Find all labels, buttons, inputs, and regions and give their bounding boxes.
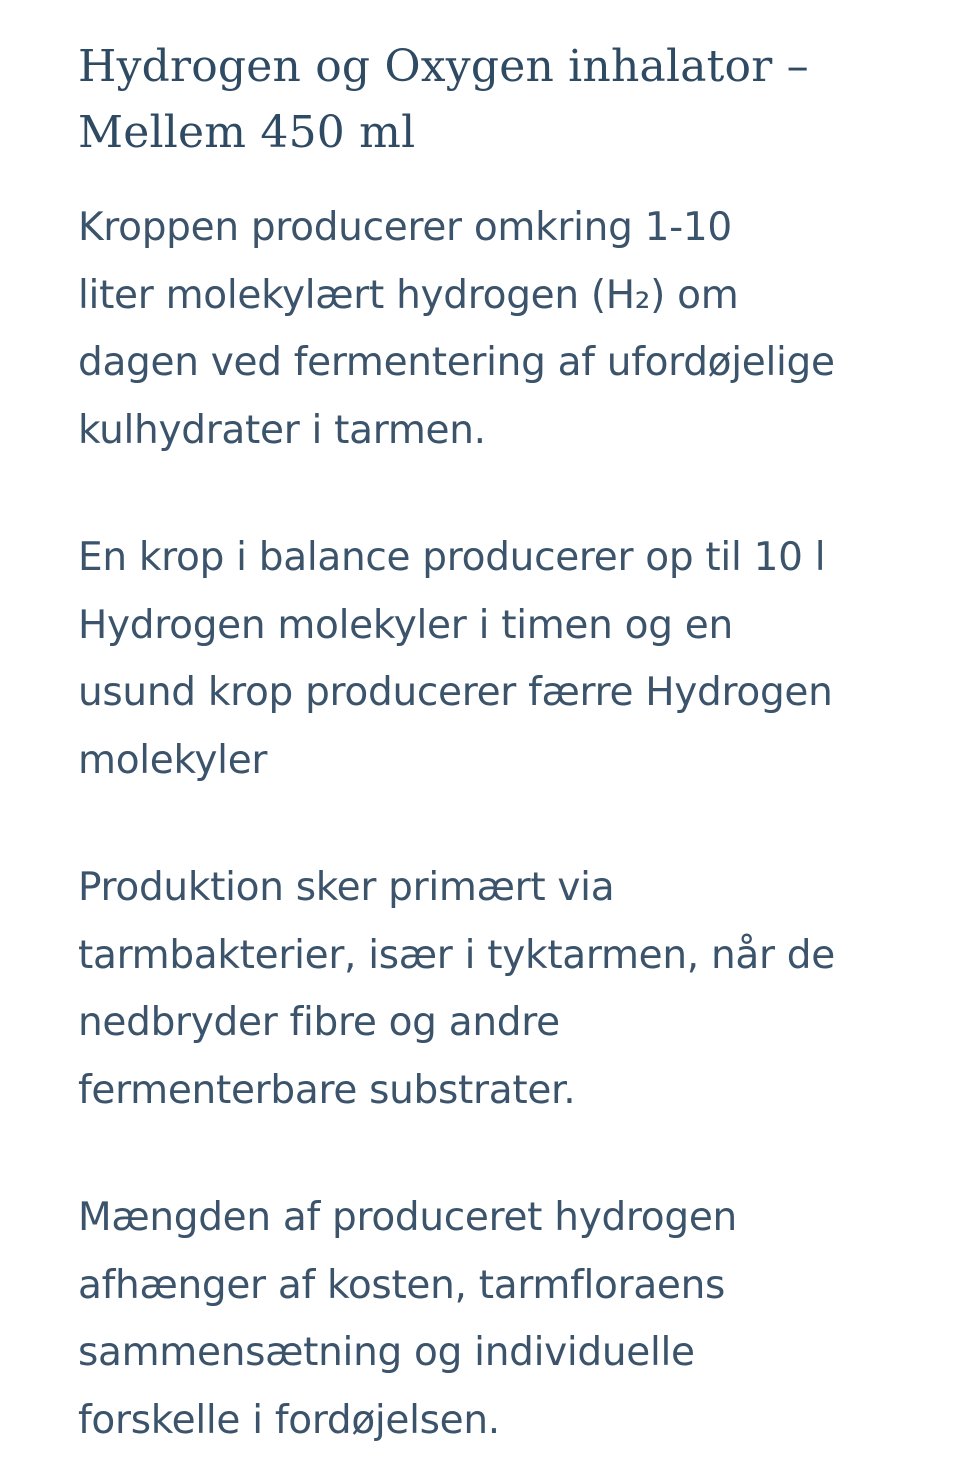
text-line: nedbryder fibre og andre <box>78 1000 560 1045</box>
text-line: usund krop producerer færre Hydrogen <box>78 670 833 715</box>
text-line: sammensætning og individuelle <box>78 1330 695 1375</box>
text-line: kulhydrater i tarmen. <box>78 407 486 453</box>
product-title <box>78 34 898 166</box>
paragraph-amount <box>78 1184 898 1454</box>
paragraph-balance <box>78 524 898 794</box>
text-line: liter molekylært hydrogen (H₂) om <box>78 272 739 318</box>
text-line: tarmbakterier, især i tyktarmen, når de <box>78 932 835 978</box>
product-title-line-2: Mellem 450 ml <box>78 107 416 158</box>
text-line: dagen ved fermentering af ufordøjelige <box>78 340 835 385</box>
article-content <box>78 34 898 1454</box>
text-line: forskelle i fordøjelsen. <box>78 1397 500 1443</box>
text-line: Mængden af produceret hydrogen <box>78 1195 737 1240</box>
text-line: fermenterbare substrater. <box>78 1067 576 1113</box>
text-line: Produktion sker primært via <box>78 865 615 910</box>
text-line: afhænger af kosten, tarmfloraens <box>78 1262 726 1308</box>
text-line: molekyler <box>78 737 268 783</box>
product-title-line-1: Hydrogen og Oxygen inhalator – <box>78 41 809 92</box>
paragraph-hydrogen-production <box>78 194 898 464</box>
text-line: Kroppen producerer omkring 1-10 <box>78 205 732 250</box>
paragraph-gut-bacteria <box>78 854 898 1124</box>
text-line: Hydrogen molekyler i timen og en <box>78 602 733 648</box>
text-line: En krop i balance producerer op til 10 l <box>78 535 826 580</box>
